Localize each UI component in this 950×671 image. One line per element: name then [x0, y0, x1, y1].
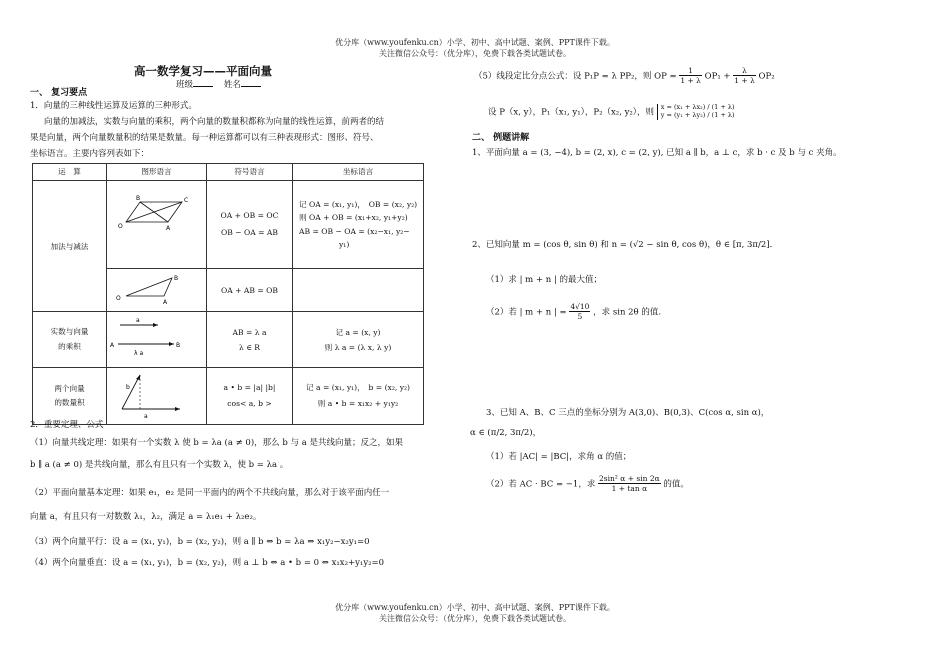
parallelogram-diagram [110, 188, 204, 258]
example-3d [486, 474, 689, 494]
row-add-sub-symbol [207, 181, 293, 269]
coord-sub: AB = OB − OA = (x₂−x₁, y₂− [299, 226, 410, 236]
para-2c: 坐标语言。主要内容列表如下： [30, 149, 150, 159]
ex3d-pre: （2）若 AC · BC = −1，求 [486, 479, 596, 490]
example-2b: （1）求 | m + n | 的最大值； [486, 275, 603, 285]
para-6: （3）两个向量平行：设 a = (x₁, y₁)，b = (x₂, y₂)，则 a ∥ b ⇔ b = λa ⇔ x₁y₂−x₂y₁=0 [30, 537, 370, 547]
fig1-label-c: C [183, 197, 188, 205]
header-graphic: 图形语言 [107, 164, 207, 181]
class-name-line [176, 79, 261, 91]
sym-sub: OB − OA = AB [221, 227, 278, 237]
page-footer [0, 603, 950, 625]
section-1-heading: 一、 复习要点 [30, 88, 88, 98]
coord-dot-def: 记 a = (x₁, y₁)， b = (x₂, y₂) [306, 383, 410, 393]
fig2-label-b: B [173, 275, 178, 282]
header-line-1: 优分库（www.youfenku.cn）小学、初中、高中试题、案例、PPT课件下载。 [335, 38, 615, 47]
sym-add: OA + OB = OC [220, 210, 279, 220]
example-3a: 3、已知 A、B、C 三点的坐标分别为 A(3,0)、B(0,3)、C(cos α, sin α)， [486, 408, 770, 418]
example-2c [486, 302, 661, 322]
para-2a: 向量的加减法，实数与向量的乘积，两个向量的数量积都称为向量的线性运算，前两者的结 [44, 117, 385, 127]
section-ratio-formula [474, 66, 775, 86]
row-triangle-coord [293, 269, 424, 312]
header-symbol: 符号语言 [207, 164, 293, 181]
row-add-sub-coord [293, 181, 424, 269]
q5-frac-1: $\frac{1}{1 + \lambda}$ [680, 66, 701, 86]
operations-table [32, 163, 424, 425]
ex3d-frac: $\frac{\text{2sin² α + sin 2α}}{\text{1 + tan α}}$ [599, 474, 660, 494]
q5-coords [488, 104, 735, 120]
row-triangle-figure [107, 269, 207, 312]
scalar-diagram [110, 313, 204, 363]
row-dot-label-1: 两个向量 [54, 383, 85, 393]
fig2-label-o: O [115, 295, 121, 302]
row-scalar-coord [293, 312, 424, 367]
para-4a: （1）向量共线定理：如果有一个实数 λ 使 b = λa (a ≠ 0)，那么 b 与 a 是共线向量；反之，如果 [30, 438, 403, 448]
page-title: 高一数学复习——平面向量 [134, 64, 272, 78]
fig4-label-a: a [143, 412, 148, 420]
fig1-label-o: O [117, 223, 123, 231]
fig3-label-B: B [175, 342, 180, 350]
row-scalar-label-1: 实数与向量 [50, 327, 89, 337]
example-3c: （1）若 |AC| = |BC|，求角 α 的值； [486, 452, 632, 462]
ex2c-pre: （2）若 | m + n | = [486, 307, 567, 318]
ex3d-post: 的值。 [663, 479, 689, 490]
q5-coords-text: 设 P（x, y），P₁（x₁, y₁），P₂（x₂, y₂），则 [488, 107, 655, 118]
header-line-2: 关注微信公众号：（优分库），免费下载各类试题试卷。 [379, 48, 571, 58]
coord-scalar-def: 记 a = (x, y) [335, 327, 381, 337]
q5-sys-y: y = (y₁ + λy₂) / (1 + λ) [660, 110, 735, 119]
row-dot-coord [293, 367, 424, 424]
row-scalar-label [33, 312, 107, 367]
triangle-diagram [110, 270, 204, 308]
sym-lambda-r: λ ∈ R [239, 342, 260, 352]
class-label: 班级 [176, 80, 194, 90]
coord-dot-result: 则 a • b = x₁x₂ + y₁y₂ [317, 399, 399, 409]
ex2c-post: ，求 sin 2θ 的值. [593, 307, 662, 318]
para-4b: b ∥ a (a ≠ 0) 是共线向量，那么有且只有一个实数 λ，使 b = λa 。 [30, 460, 289, 470]
row-scalar-symbol [207, 312, 293, 367]
name-label: 姓名 [223, 80, 241, 90]
fig1-label-b: B [135, 195, 140, 203]
section-2-heading: 二、 例题讲解 [472, 133, 530, 143]
page-header [0, 38, 950, 60]
row-dot-label-2: 的数量积 [54, 398, 85, 408]
sym-dot: a • b = |a| |b| [223, 383, 276, 393]
row-add-sub-label: 加法与减法 [33, 181, 107, 312]
example-1: 1、平面向量 a = (3, −4), b = (2, x), c = (2, y), 已知 a ∥ b，a ⊥ c，求 b · c 及 b 与 c 夹角。 [472, 148, 842, 158]
para-2b: 果是向量，两个向量数量积的结果是数量。每一种运算都可以有三种表现形式：图形、符号、 [30, 133, 379, 143]
example-2a: 2、已知向量 m = (cos θ, sin θ) 和 n = (√2 − sin θ, cos θ)，θ ∈ [π, 3π/2]． [472, 240, 779, 250]
para-3: 2．重要定理、公式 [30, 420, 104, 430]
q5-mid: OP₁ + [704, 71, 731, 82]
para-7: （4）两个向量垂直：设 a = (x₁, y₁)，b = (x₂, y₂)，则 a ⊥ b ⇔ a • b = 0 ⇔ x₁x₂+y₁y₂=0 [30, 558, 385, 568]
q5-end: OP₂ [758, 71, 775, 82]
row-add-sub-figure [107, 181, 207, 269]
coord-sub-cont: y₁) [339, 239, 350, 249]
coord-def: 记 OA = (x₁, y₁)， OB = (x₂, y₂) [299, 199, 418, 209]
coord-scalar-result: 则 λ a = (λ x, λ y) [324, 342, 392, 352]
row-dot-figure [107, 367, 207, 424]
header-operation: 运 算 [33, 164, 107, 181]
sym-scalar: AB = λ a [232, 327, 267, 337]
coord-add: 则 OA + OB = (x₁+x₂, y₁+y₂) [299, 213, 408, 223]
q5-text: （5）线段定比分点公式：设 P₁P = λ PP₂，则 OP = [474, 71, 677, 82]
footer-line-1: 优分库（www.youfenku.cn）小学、初中、高中试题、案例、PPT课件下载。 [335, 603, 615, 612]
q5-sys-x: x = (x₁ + λx₂) / (1 + λ) [660, 103, 735, 111]
example-3b: α ∈ (π/2, 3π/2)， [470, 428, 542, 438]
fig3-label-a: a [135, 317, 140, 325]
row-dot-label [33, 367, 107, 424]
header-coordinate: 坐标语言 [293, 164, 424, 181]
row-dot-symbol [207, 367, 293, 424]
fig3-label-lambda-a: λ a [133, 350, 143, 358]
dot-product-diagram [110, 369, 204, 421]
para-1: 1．向量的三种线性运算及运算的三种形式。 [30, 101, 197, 111]
fig3-label-A: A [109, 342, 114, 350]
row-scalar-label-2: 的乘积 [58, 341, 81, 351]
row-triangle-symbol: OA + AB = OB [207, 269, 293, 312]
sym-cos: cos< a, b > [227, 399, 272, 409]
row-scalar-figure [107, 312, 207, 367]
q5-frac-2: $\frac{\lambda}{1 + \lambda}$ [734, 66, 755, 86]
para-5b: 向量 a，有且只有一对数数 λ₁，λ₂，满足 a = λ₁e₁ + λ₂e₂。 [30, 512, 262, 522]
para-5a: （2）平面向量基本定理：如果 e₁，e₂ 是同一平面内的两个不共线向量，那么对于该平面内任一 [30, 488, 390, 498]
fig2-label-a: A [162, 299, 167, 306]
ex2c-frac: $\frac{4√10}{5}$ [570, 302, 590, 322]
q5-system [657, 104, 735, 120]
fig1-label-a: A [165, 225, 170, 233]
fig4-label-b: b [125, 383, 130, 391]
footer-line-2: 关注微信公众号：（优分库），免费下载各类试题试卷。 [379, 613, 571, 623]
